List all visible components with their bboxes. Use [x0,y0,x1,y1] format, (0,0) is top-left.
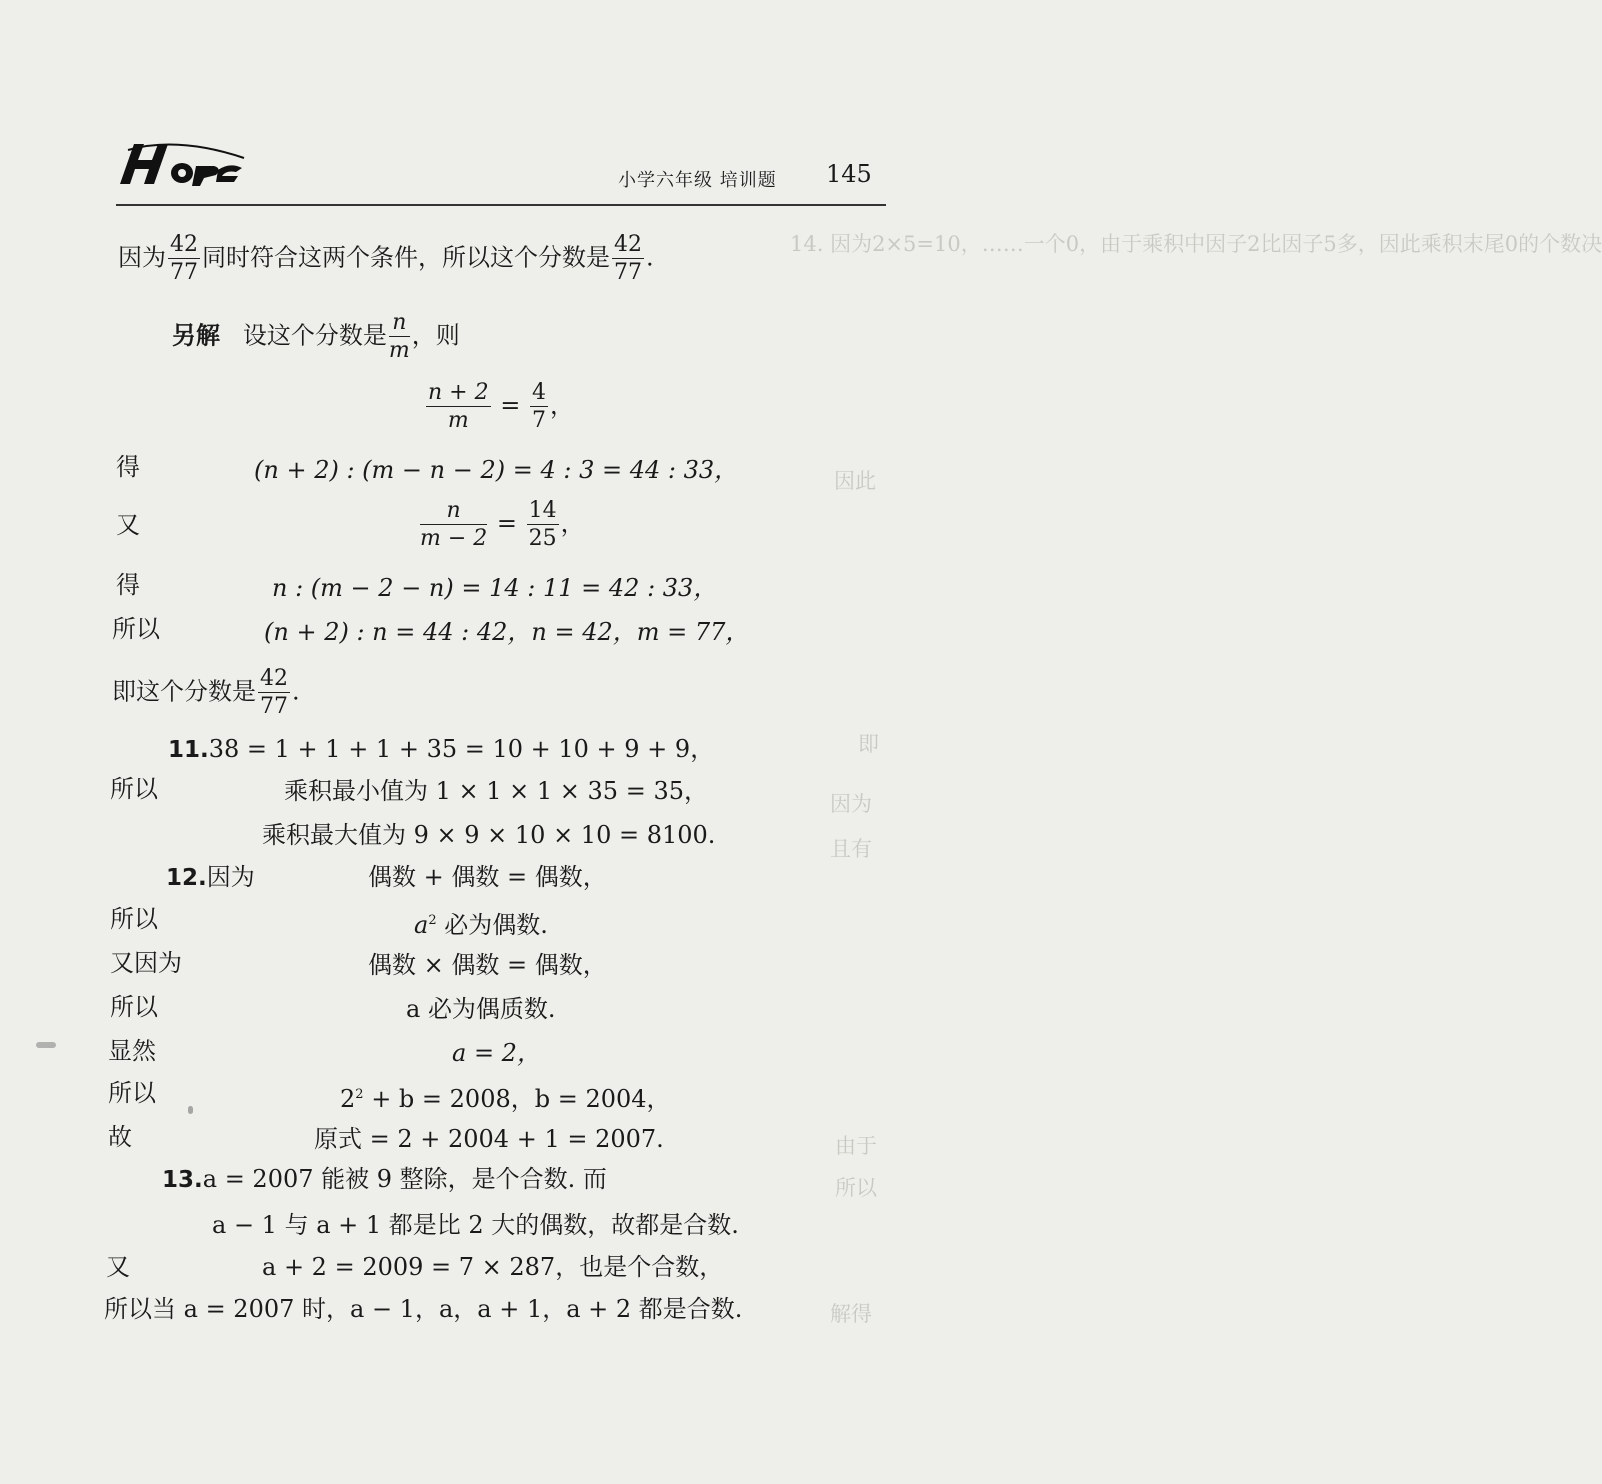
bleed-through-line: 所以 [835,1176,877,1200]
header-rule [116,204,886,206]
label-de: 得 [116,453,140,481]
fraction: $\frac{n}{m - 2}$ [420,498,488,551]
print-speck [36,1042,56,1048]
alt-solution-label: 另解 [172,320,220,350]
text-line: a + 2 = 2009 = 7 × 287，也是个合数， [262,1253,724,1281]
fraction: $\frac{42}{77}$ [170,232,198,285]
hope-logo [118,140,248,192]
page-number: 145 [826,160,872,188]
bleed-through-line: 即 [858,732,879,756]
equation: $\frac{n + 2}{m}$ = $\frac{4}{7}$ ， [428,380,574,433]
label-gu: 故 [108,1123,132,1151]
header-grade: 小学六年级 培训题 [618,170,777,191]
text-line: 即这个分数是 $\frac{42}{77}$ . [112,666,300,719]
label-xianran: 显然 [108,1037,156,1065]
fraction: $\frac{14}{25}$ [528,498,557,551]
fraction: $\frac{n + 2}{m}$ [428,380,489,433]
bleed-through-line: 由于 [835,1134,877,1158]
fraction: $\frac{4}{7}$ [531,380,546,433]
equation: 乘积最大值为 9 × 9 × 10 × 10 = 8100. [262,821,716,849]
equation: (n + 2) : n = 44 : 42，n = 42，m = 77， [264,618,750,646]
equation: a 必为偶质数. [406,995,556,1023]
problem-12: 12.因为 [166,863,255,891]
equation: 乘积最小值为 1 × 1 × 1 × 35 = 35， [284,777,708,805]
equation: 偶数 × 偶数 = 偶数， [368,951,607,979]
equation: $a^2$ 必为偶数. [414,911,548,939]
bleed-through-line: 因此 [834,469,876,493]
fraction: $\frac{42}{77}$ [260,666,288,719]
text-line: 因为 $\frac{42}{77}$ 同时符合这两个条件，所以这个分数是 $\frac{42}{77}$ . [118,232,654,285]
bleed-through-line: 14. 因为2×5=10，……一个0，由于乘积中因子2比因子5多，因此乘积末尾0的个数决 [790,232,1602,256]
bleed-through-line: 解得 [830,1302,872,1326]
equation: $\frac{n}{m - 2}$ = $\frac{14}{25}$ ， [420,498,585,551]
equation: 原式 = 2 + 2004 + 1 = 2007. [314,1125,664,1153]
bleed-through-line: 且有 [830,837,872,861]
label-suoyi: 所以 [110,993,158,1021]
hope-logo-icon [118,140,248,188]
fraction: $\frac{42}{77}$ [614,232,642,285]
label-suoyi: 所以 [112,615,160,643]
bleed-through-line: 因为 [830,792,872,816]
label-de: 得 [116,571,140,599]
label-you: 又 [116,511,140,539]
equation: $2^2 + b = 2008$，b = 2004， [340,1085,671,1113]
problem-11: 11.38 = 1 + 1 + 1 + 35 = 10 + 10 + 9 + 9， [168,735,715,763]
label-suoyi: 所以 [110,775,158,803]
alt-solution-line: 另解 设这个分数是 $\frac{n}{m}$ ，则 [172,310,460,363]
problem-13: 13.a = 2007 能被 9 整除，是个合数. 而 [162,1165,607,1193]
equation: 偶数 + 偶数 = 偶数， [368,863,607,891]
text-line: a − 1 与 a + 1 都是比 2 大的偶数，故都是合数. [212,1211,739,1239]
label-suoyi: 所以 [110,905,158,933]
fraction: $\frac{n}{m}$ [388,310,410,363]
equation: a = 2， [452,1039,541,1067]
equation: n : (m − 2 − n) = 14 : 11 = 42 : 33， [272,574,718,602]
label-youyinwei: 又因为 [110,949,182,977]
label-you: 又 [106,1253,130,1281]
equation: (n + 2) : (m − n − 2) = 4 : 3 = 44 : 33， [254,456,739,484]
print-speck [188,1106,193,1114]
label-suoyi: 所以 [108,1079,156,1107]
text-line: 所以当 a = 2007 时，a − 1，a，a + 1，a + 2 都是合数. [104,1295,743,1323]
